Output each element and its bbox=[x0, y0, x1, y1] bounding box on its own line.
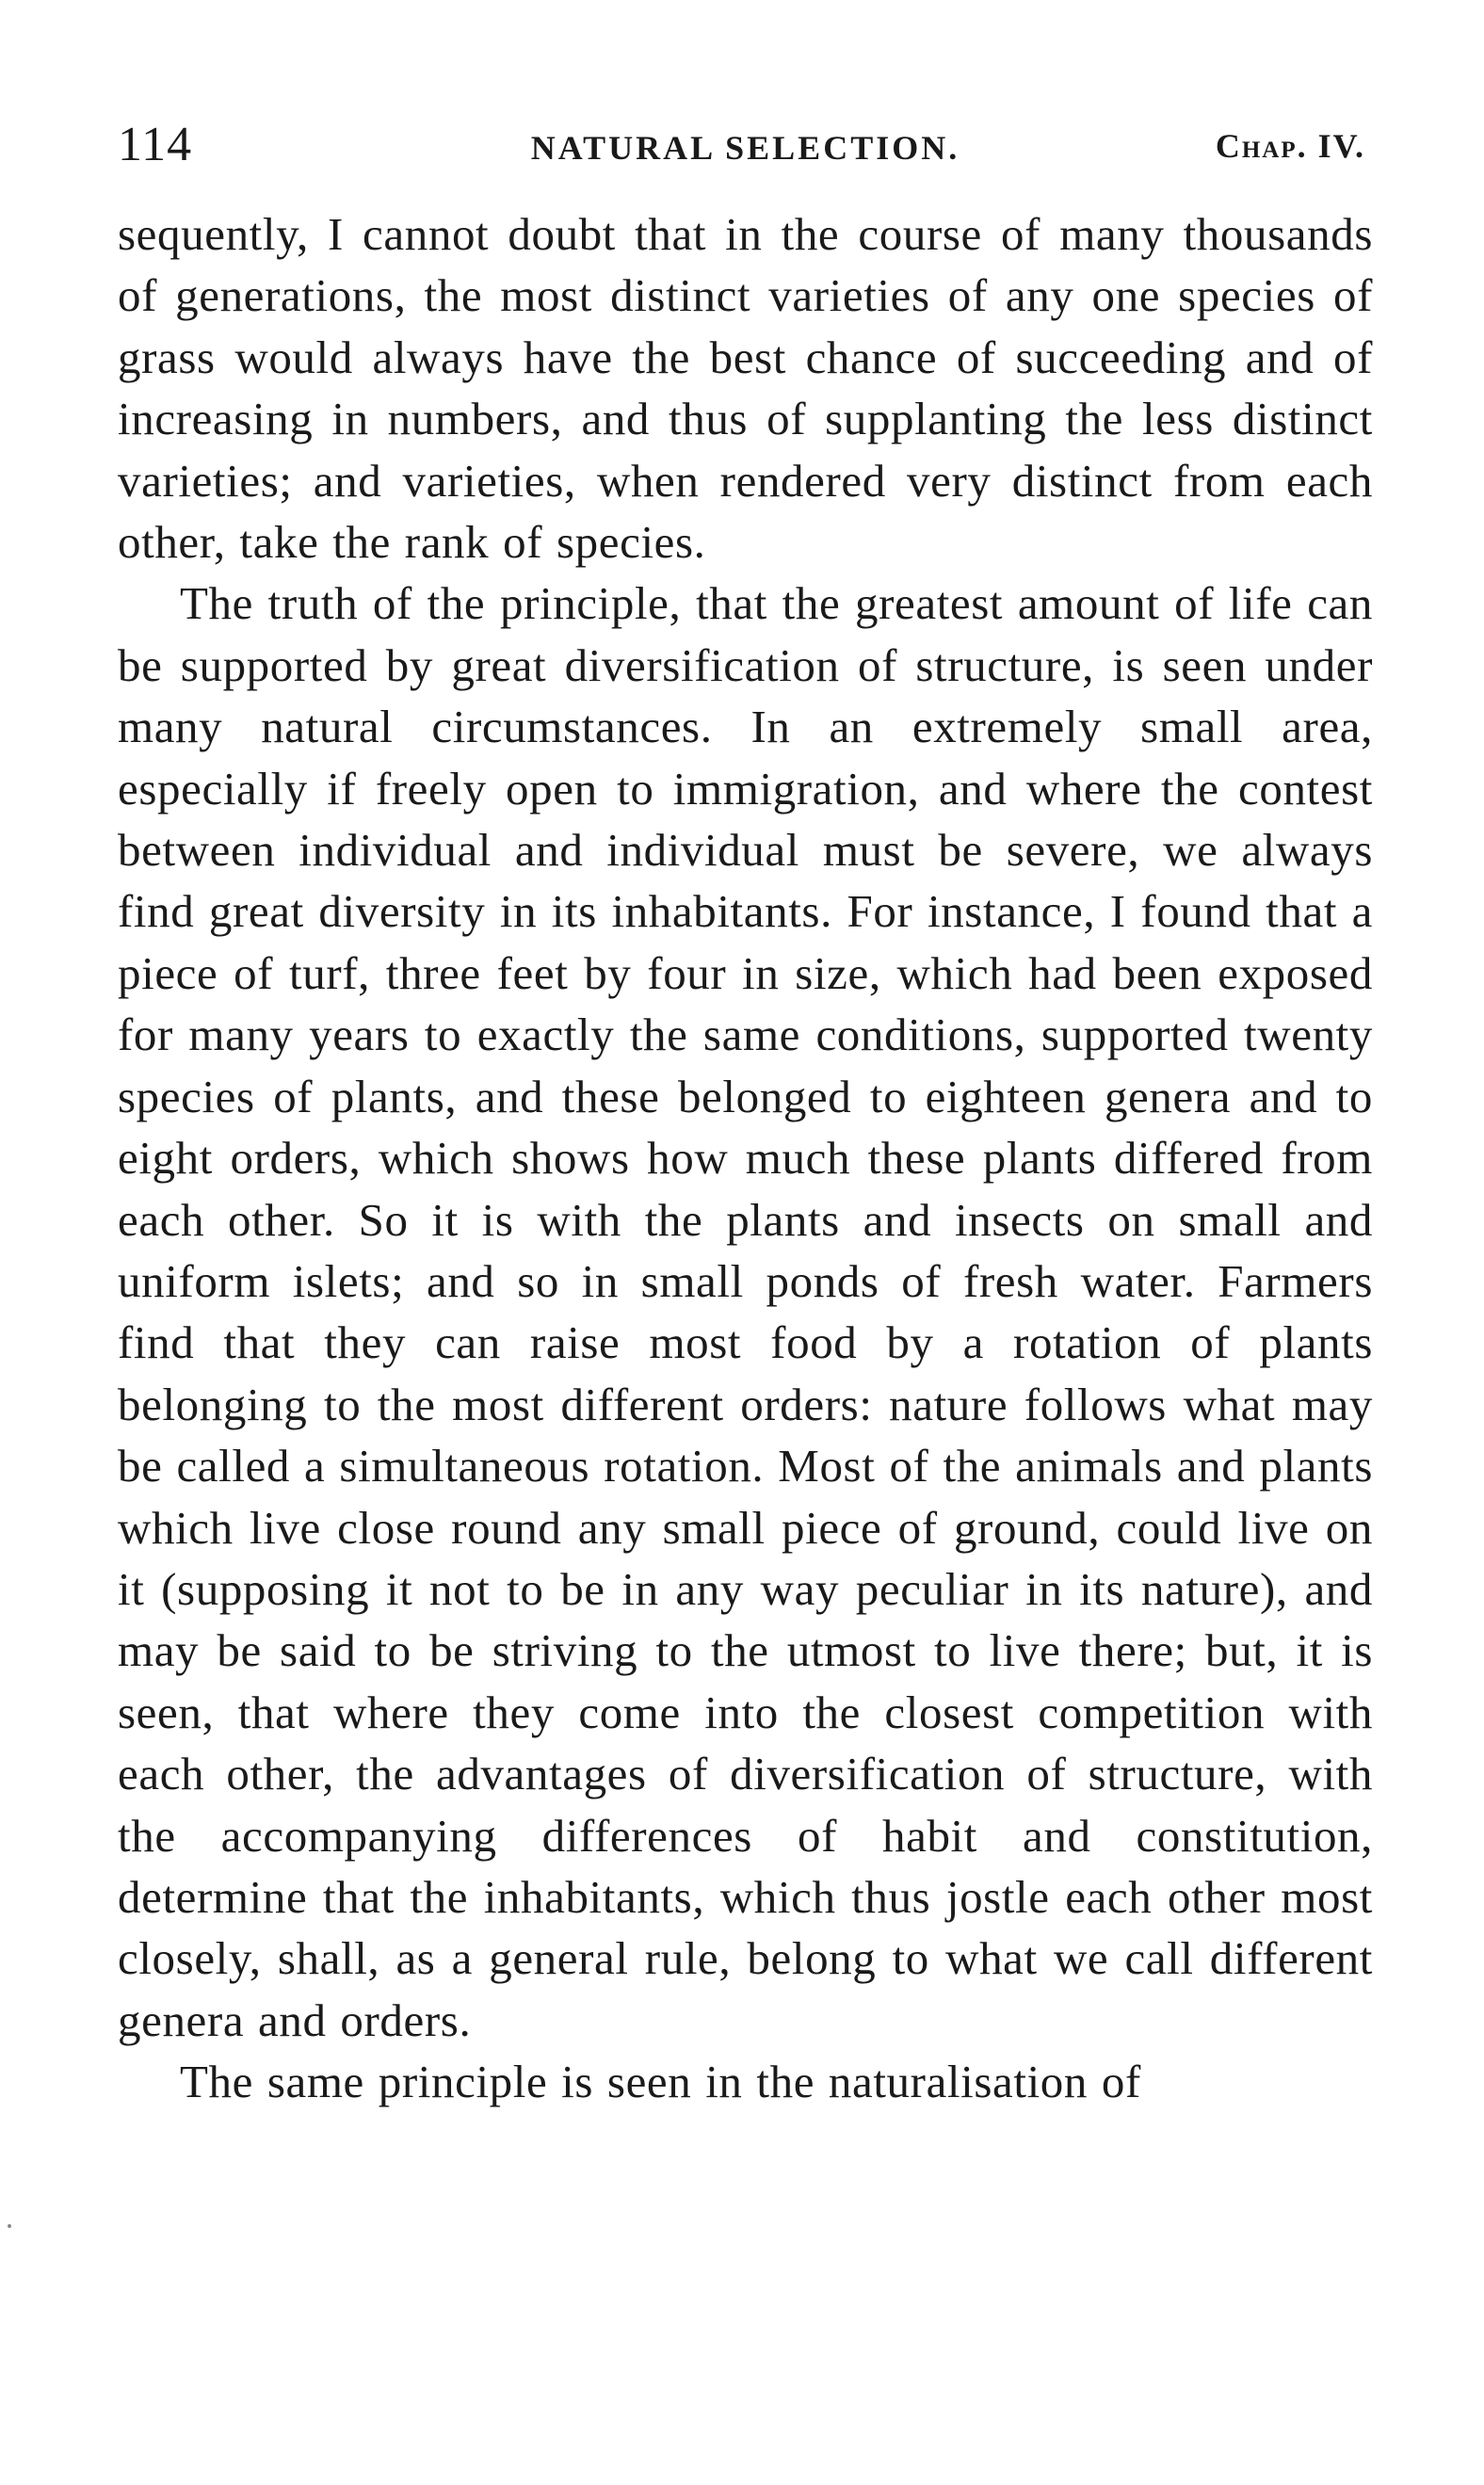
chapter-reference: Chap. IV. bbox=[1215, 127, 1365, 165]
running-header bbox=[118, 111, 1373, 179]
paragraph-naturalisation: The same principle is seen in the naturalisation of bbox=[180, 2056, 1141, 2108]
body-text bbox=[118, 203, 1373, 2113]
running-title: NATURAL SELECTION. bbox=[530, 129, 960, 167]
book-page bbox=[118, 111, 1373, 2113]
scan-speck bbox=[8, 2224, 11, 2228]
page-number: 114 bbox=[118, 118, 193, 171]
paragraph-principle-of-diversification: The truth of the principle, that the greatest amount of life can be supported by great diversification of structure, is seen under many natural circumstances. In an extremely small area, especially if freely open to immigration, and where the contest between individual and individual must be severe, we always find great diversity in its inhabitants. For instance, I found that a piece of turf, three feet by four in size, which had been exposed for many years to exactly the same conditions, supported twenty species of plants, and these belonged to eighteen genera and to eight orders, which shows how much these plants differed from each other. So it is with the plants and insects on small and uniform islets; and so in small ponds of fresh water. Farmers find that they can raise most food by a rotation of plants belonging to the most different orders: nature follows what may be called a simultaneous rotation. Most of the animals and plants which live close round any small piece of ground, could live on it (supposing it not to be in any way peculiar in its nature), and may be said to be striving to the utmost to live there; but, it is seen, that where they come into the closest competition with each other, the advantages of diversification of structure, with the accompanying differences of habit and constitution, determine that the inhabitants, which thus jostle each other most closely, shall, as a general rule, belong to what we call different genera and orders. bbox=[118, 577, 1373, 2046]
paragraph-continuation: sequently, I cannot doubt that in the course of many thousands of generations, the most distinct varieties of any one species of grass would always have the best chance of succeeding and of increasing in numbers, and thus of supplanting the less distinct varieties; and varieties, when rendered very distinct from each other, take the rank of species. bbox=[118, 208, 1373, 569]
